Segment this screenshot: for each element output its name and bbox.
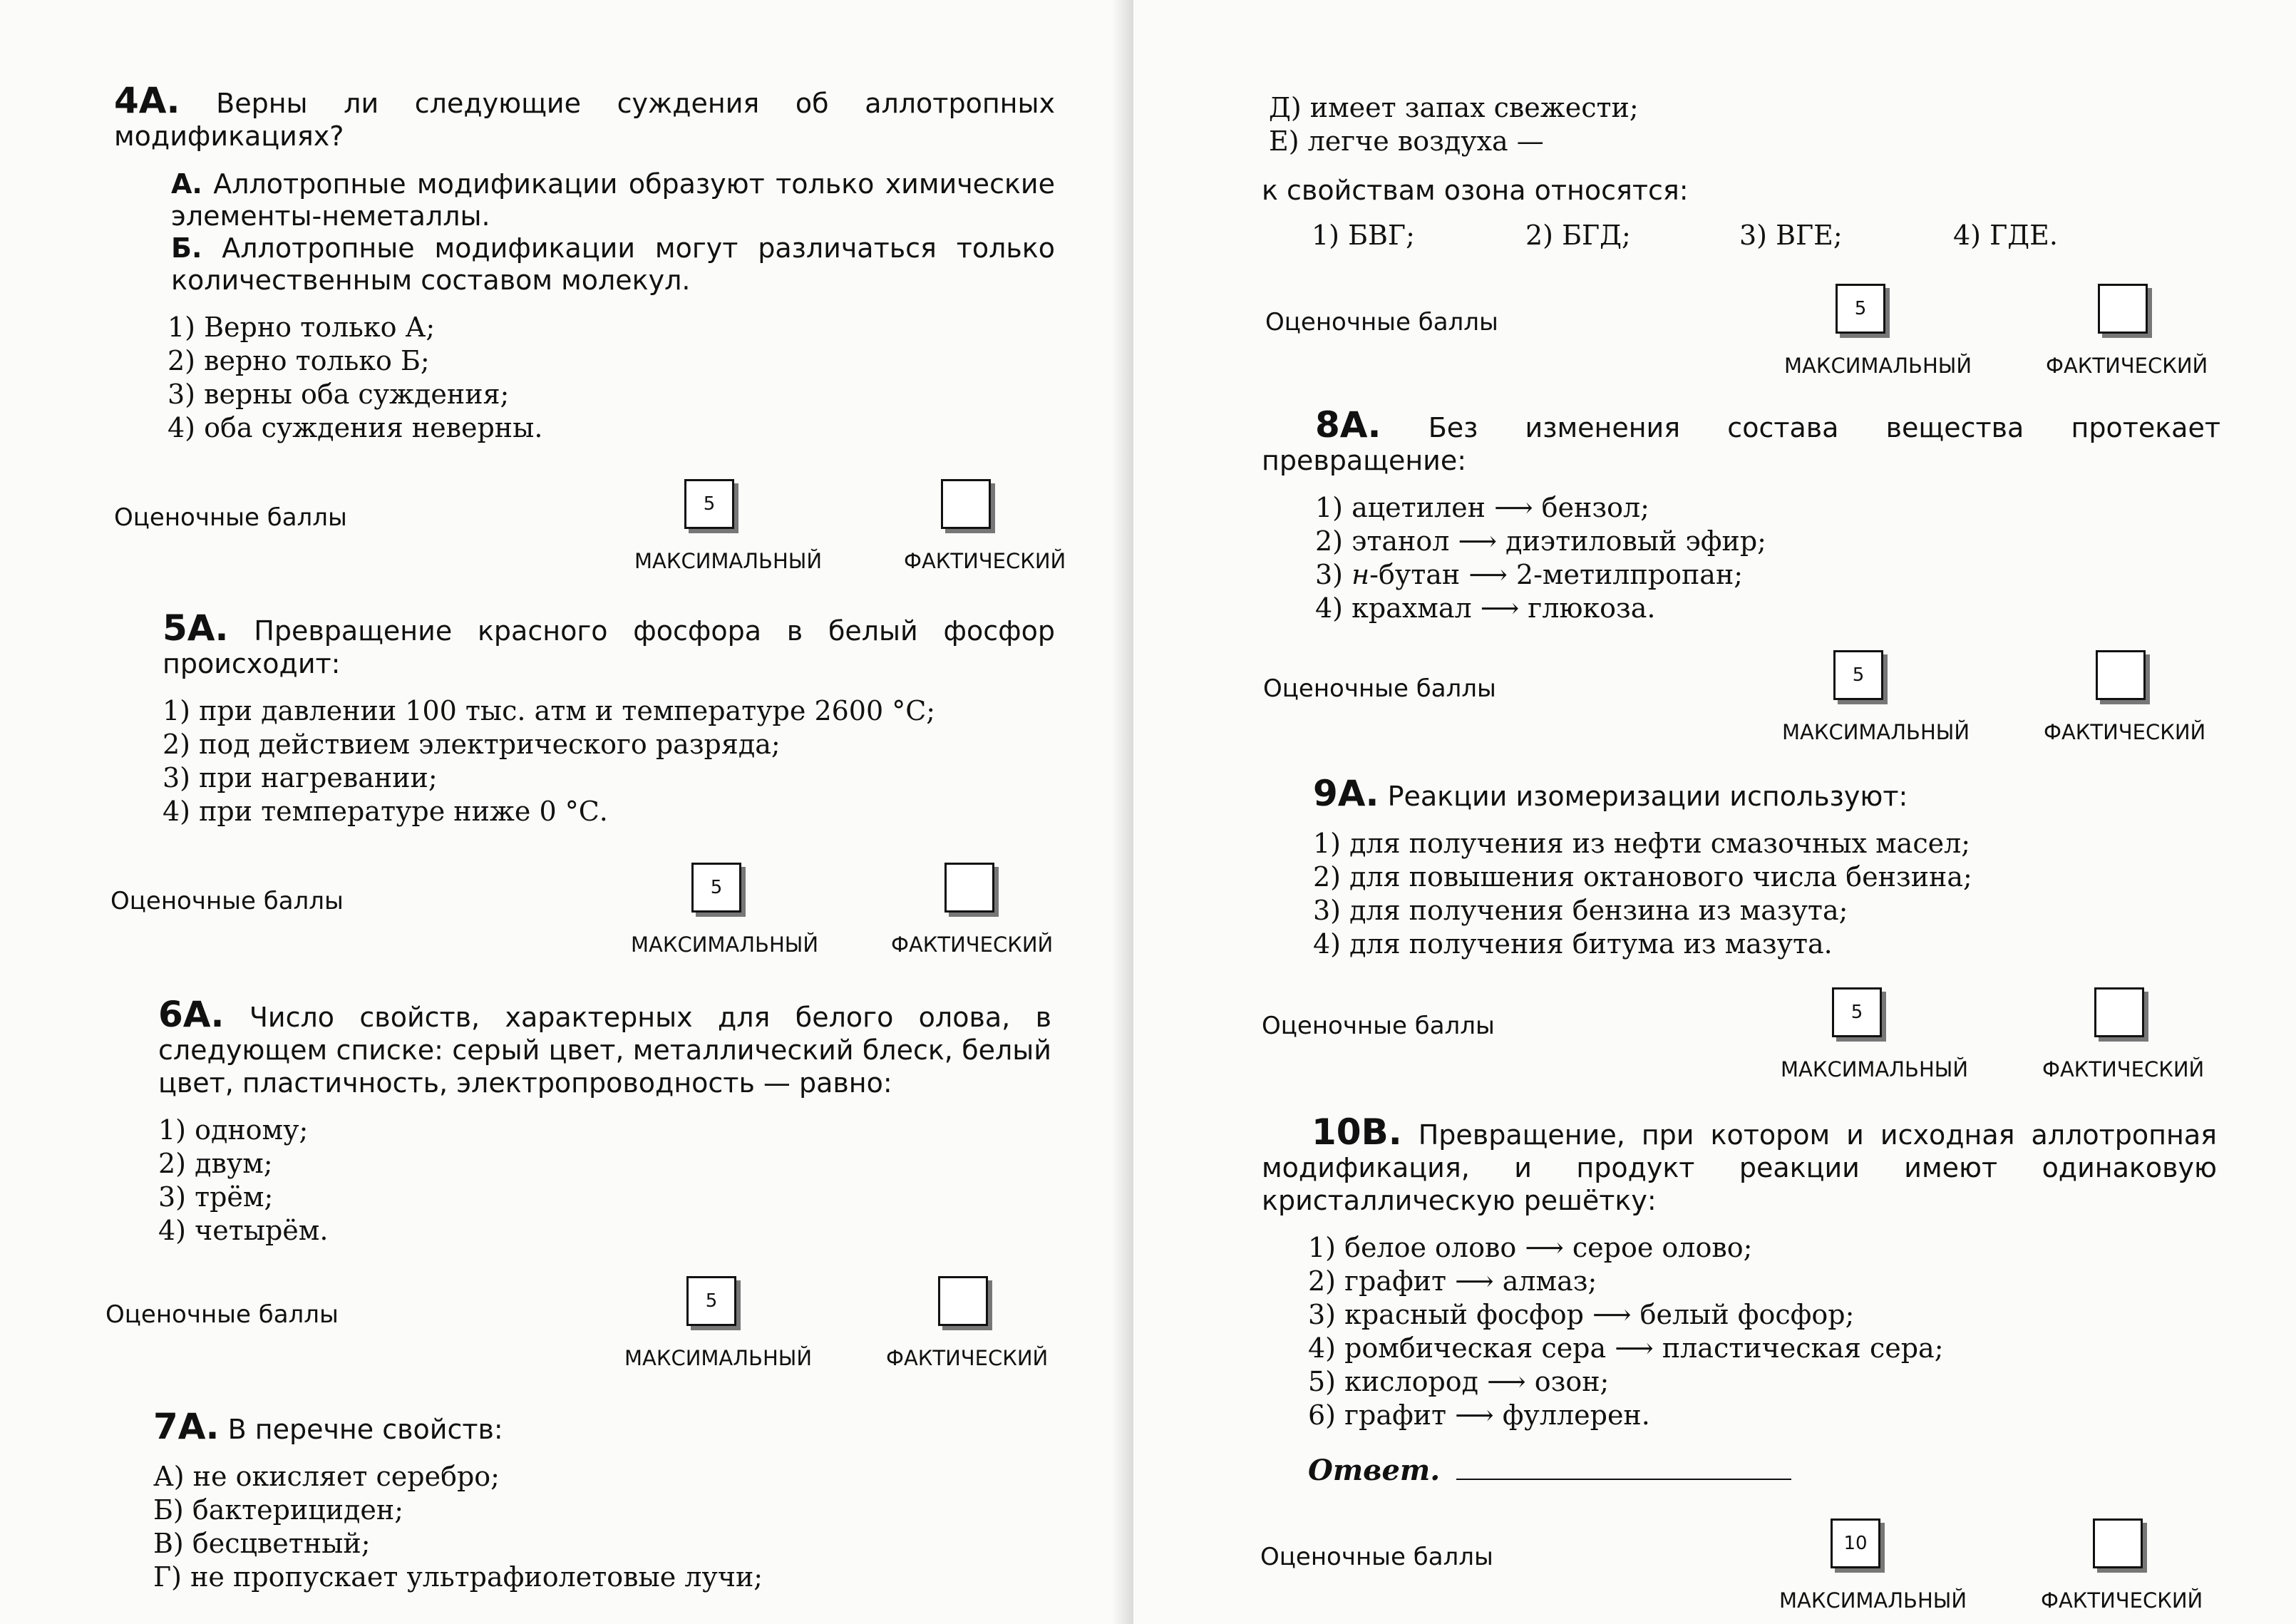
actual-score-box[interactable] [2098, 284, 2148, 334]
question-9a-heading [1313, 773, 2218, 814]
arrow-icon: ⟶ [1592, 1299, 1632, 1330]
actual-score-box[interactable] [941, 479, 991, 529]
score-block-8a [1263, 650, 2218, 744]
question-10b [1262, 1111, 2217, 1487]
option: 2) БГД; [1525, 220, 1631, 251]
score-block-5a [110, 863, 1054, 957]
question-9a [1313, 773, 2218, 961]
actual-score-box[interactable] [2094, 987, 2144, 1037]
question-number: 8А. [1315, 404, 1381, 446]
arrow-icon: ⟶ [1455, 1399, 1494, 1431]
option: 1) Верно только А; [168, 312, 436, 343]
actual-score-caption: ФАКТИЧЕСКИЙ [2042, 1057, 2205, 1081]
question-number: 10В. [1312, 1111, 1402, 1153]
score-label: Оценочные баллы [1260, 1543, 1493, 1571]
arrow-icon: ⟶ [1494, 492, 1533, 523]
option: 1) для получения из нефти смазочных масел; [1313, 828, 1971, 859]
actual-score-box[interactable] [2096, 650, 2146, 700]
left-page [0, 0, 1133, 1624]
property: В) бесцветный; [153, 1528, 371, 1559]
option: 4) четырём. [158, 1215, 329, 1246]
score-label: Оценочные баллы [114, 503, 347, 532]
answer-label: Ответ. [1308, 1454, 1441, 1487]
max-score-box: 5 [684, 479, 734, 529]
max-score-box: 5 [686, 1276, 736, 1326]
arrow-icon: ⟶ [1455, 1265, 1494, 1297]
question-4a [114, 80, 1055, 445]
statement-b: Аллотропные модификации могут различаться только количественным составом молекул. [171, 232, 1055, 296]
option: 1) БВГ; [1312, 220, 1415, 251]
option: 3) при нагревании; [163, 762, 438, 793]
question-8a-heading [1262, 404, 2220, 477]
max-score-caption: МАКСИМАЛЬНЫЙ [631, 932, 819, 957]
score-block-9a [1262, 987, 2217, 1081]
answer-options [158, 1114, 1051, 1248]
actual-score-caption: ФАКТИЧЕСКИЙ [904, 549, 1066, 573]
option: 2) графит ⟶ алмаз; [1308, 1265, 1597, 1297]
max-score-caption: МАКСИМАЛЬНЫЙ [1782, 720, 1970, 744]
question-6a [158, 994, 1051, 1248]
question-text: В перечне свойств: [227, 1414, 503, 1445]
answer-options [1313, 827, 2218, 961]
max-score-caption: МАКСИМАЛЬНЫЙ [1779, 1588, 1967, 1613]
max-score-caption: МАКСИМАЛЬНЫЙ [1781, 1057, 1969, 1081]
question-4a-heading [114, 80, 1055, 153]
option: 4) при температуре ниже 0 °С. [163, 796, 608, 827]
actual-score-caption: ФАКТИЧЕСКИЙ [886, 1346, 1049, 1370]
option: 3) н-бутан ⟶ 2-метилпропан; [1315, 559, 1744, 590]
question-text: Превращение красного фосфора в белый фосфор происходит: [163, 615, 1055, 679]
question-text: Без изменения состава вещества протекает превращение: [1262, 412, 2220, 476]
score-block-6a [105, 1276, 1049, 1370]
max-score-caption: МАКСИМАЛЬНЫЙ [624, 1346, 813, 1370]
option: 1) одному; [158, 1114, 309, 1146]
arrow-icon: ⟶ [1525, 1232, 1564, 1263]
option: 4) оба суждения неверны. [168, 412, 543, 443]
statement-a: Аллотропные модификации образуют только химические элементы-неметаллы. [171, 168, 1055, 232]
score-block-4a [114, 479, 1066, 573]
option: 5) кислород ⟶ озон; [1308, 1366, 1610, 1397]
answer-options [1315, 491, 2220, 625]
property: А) не окисляет серебро; [153, 1461, 500, 1492]
right-page [1133, 0, 2296, 1624]
property: Е) легче воздуха — [1269, 125, 1544, 157]
option: 3) верны оба суждения; [168, 379, 510, 410]
property: Д) имеет запах свежести; [1269, 92, 1639, 123]
answer-options [1262, 1231, 2217, 1432]
arrow-icon: ⟶ [1458, 525, 1497, 557]
question-7a-tail: к свойствам озона относятся: [1262, 175, 1689, 206]
option: 2) для повышения октанового числа бензина; [1313, 861, 1972, 893]
option: 2) двум; [158, 1148, 273, 1179]
actual-score-caption: ФАКТИЧЕСКИЙ [2044, 720, 2206, 744]
option: 3) для получения бензина из мазута; [1313, 895, 1848, 926]
actual-score-caption: ФАКТИЧЕСКИЙ [2046, 354, 2208, 378]
option: 4) ромбическая сера ⟶ пластическая сера; [1308, 1332, 1944, 1364]
max-score-box: 5 [1832, 987, 1882, 1037]
answer-row [1262, 1454, 2217, 1487]
actual-score-caption: ФАКТИЧЕСКИЙ [891, 932, 1054, 957]
actual-score-box[interactable] [2093, 1518, 2143, 1568]
question-7a [153, 1406, 1051, 1594]
max-score-caption: МАКСИМАЛЬНЫЙ [634, 549, 823, 573]
question-5a [163, 607, 1055, 828]
option: 4) ГДЕ. [1953, 220, 2058, 251]
option: 1) при давлении 100 тыс. атм и температуре 2600 °С; [163, 695, 936, 726]
question-6a-heading [158, 994, 1051, 1099]
property-list [153, 1460, 1051, 1594]
score-label: Оценочные баллы [110, 887, 344, 915]
option: 2) верно только Б; [168, 345, 430, 376]
arrow-icon: ⟶ [1468, 559, 1508, 590]
question-8a [1262, 404, 2220, 625]
option: 3) трём; [158, 1181, 274, 1213]
max-score-box: 5 [691, 863, 741, 913]
score-block-10b [1260, 1518, 2215, 1613]
option: 2) под действием электрического разряда; [163, 729, 781, 760]
option: 4) крахмал ⟶ глюкоза. [1315, 592, 1656, 624]
option: 1) белое олово ⟶ серое олово; [1308, 1232, 1753, 1263]
question-text: Число свойств, характерных для белого олова, в следующем списке: серый цвет, металлический блеск, белый цвет, пластичность, электропроводность — равно: [158, 1002, 1051, 1099]
question-7a-continued [1262, 91, 2217, 251]
option: 1) ацетилен ⟶ бензол; [1315, 492, 1649, 523]
score-label: Оценочные баллы [1262, 1012, 1495, 1040]
answer-options [114, 311, 1055, 445]
score-label: Оценочные баллы [1263, 674, 1496, 703]
option: 4) для получения битума из мазута. [1313, 928, 1833, 960]
question-number: 6А. [158, 994, 225, 1035]
actual-score-caption: ФАКТИЧЕСКИЙ [2041, 1588, 2203, 1613]
max-score-box: 10 [1831, 1518, 1880, 1568]
arrow-icon: ⟶ [1480, 592, 1520, 624]
question-7a-heading [153, 1406, 1051, 1447]
question-5a-heading [163, 607, 1055, 680]
score-label: Оценочные баллы [105, 1300, 339, 1329]
arrow-icon: ⟶ [1487, 1366, 1526, 1397]
score-block-7a [1265, 284, 2220, 378]
actual-score-box[interactable] [938, 1276, 988, 1326]
option: 6) графит ⟶ фуллерен. [1308, 1399, 1650, 1431]
score-label: Оценочные баллы [1265, 308, 1498, 336]
actual-score-box[interactable] [944, 863, 994, 913]
question-number: 5А. [163, 607, 229, 649]
answer-options [1312, 220, 2217, 251]
question-number: 7А. [153, 1406, 220, 1447]
option: 3) красный фосфор ⟶ белый фосфор; [1308, 1299, 1855, 1330]
statement-label: Б. [171, 232, 202, 264]
answer-options [163, 694, 1055, 828]
statements [114, 168, 1055, 297]
question-text: Верны ли следующие суждения об аллотропных модификациях? [114, 88, 1055, 152]
question-number: 9А. [1313, 773, 1379, 814]
question-number: 4А. [114, 80, 180, 121]
question-text: Реакции изомеризации используют: [1387, 781, 1908, 812]
property: Б) бактерициден; [153, 1494, 404, 1526]
max-score-box: 5 [1836, 284, 1885, 334]
question-10b-heading [1262, 1111, 2217, 1217]
arrow-icon: ⟶ [1615, 1332, 1654, 1364]
statement-label: А. [171, 168, 202, 200]
question-text: Превращение, при котором и исходная аллотропная модификация, и продукт реакции имеют одинаковую кристаллическую решётку: [1262, 1119, 2217, 1216]
answer-line[interactable] [1456, 1479, 1791, 1480]
property-list [1269, 91, 2217, 158]
max-score-box: 5 [1833, 650, 1883, 700]
option: 3) ВГЕ; [1739, 220, 1843, 251]
property: Г) не пропускает ультрафиолетовые лучи; [153, 1561, 763, 1593]
option: 2) этанол ⟶ диэтиловый эфир; [1315, 525, 1766, 557]
max-score-caption: МАКСИМАЛЬНЫЙ [1784, 354, 1972, 378]
